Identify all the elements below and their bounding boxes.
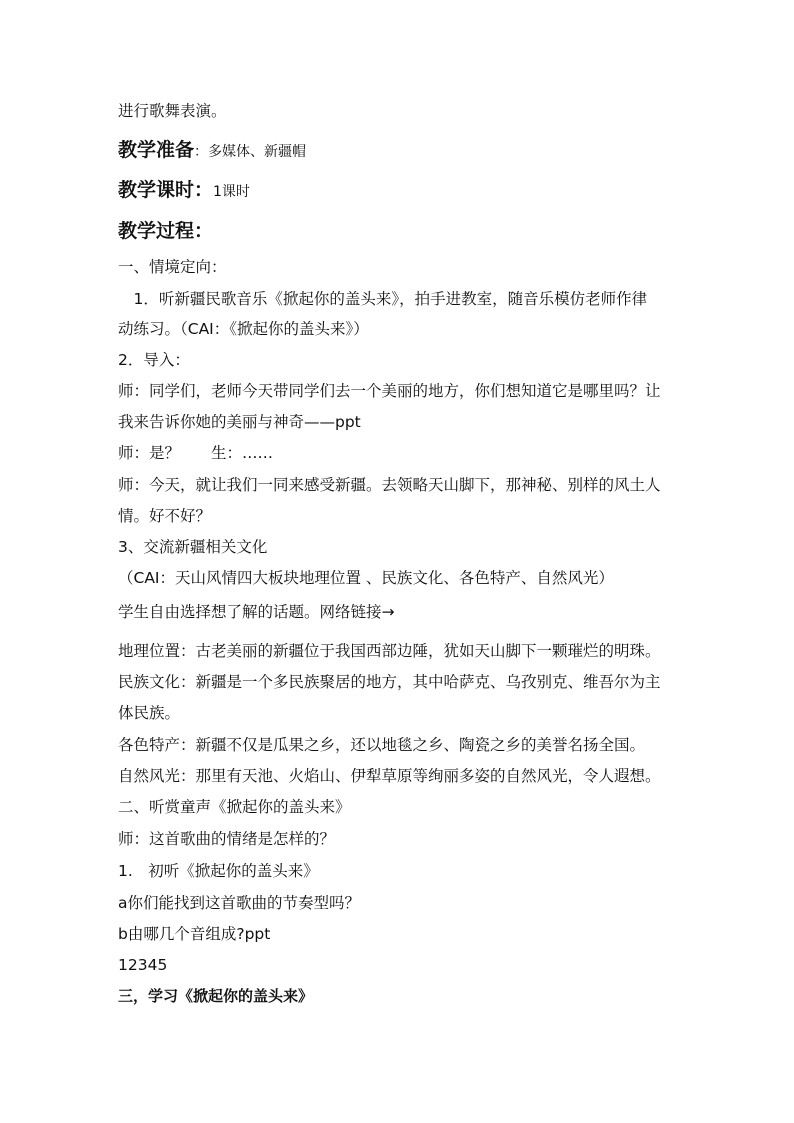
- ethnic-text-b: 体民族。: [118, 704, 181, 722]
- s1-paragraph-1b: 动练习。（CAI：《掀起你的盖头来》）: [118, 320, 369, 338]
- section-3-title: 三，学习《掀起你的盖头来》: [118, 987, 314, 1005]
- hours-line: [118, 181, 250, 200]
- hours-heading: 教学课时：: [118, 179, 214, 201]
- teacher-question: 师：这首歌曲的情绪是怎样的？: [118, 830, 336, 848]
- teacher-line-1b: 我来告诉你她的美丽与神奇——ppt: [118, 413, 361, 431]
- listen-item-a: a你们能找到这首歌曲的节奏型吗？: [118, 894, 360, 912]
- process-heading: 教学过程：: [118, 220, 214, 242]
- geography-text: 地理位置：古老美丽的新疆位于我国西部边陲，犹如天山脚下一颗璀烂的明珠。: [118, 642, 661, 660]
- cai-topics: （CAI：天山风情四大板块地理位置 、民族文化、各色特产、自然风光）: [118, 569, 614, 587]
- teacher-line-1a: 师：同学们，老师今天带同学们去一个美丽的地方，你们想知道它是哪里吗？让: [118, 382, 661, 400]
- s1-paragraph-1a: 1．听新疆民歌音乐《掀起你的盖头来》，拍手进教室，随音乐模仿老师作律: [118, 290, 648, 308]
- intro-tail-text: 进行歌舞表演。: [118, 102, 227, 120]
- listen-item-1: 1. 初听《掀起你的盖头来》: [118, 862, 319, 880]
- teacher-line-2: 师：是？ 生：……: [118, 444, 274, 462]
- free-choice-text: 学生自由选择想了解的话题。网络链接→: [118, 603, 395, 621]
- section-2-title: 二、听赏童声《掀起你的盖头来》: [118, 798, 351, 816]
- s1-paragraph-3: 3、交流新疆相关文化: [118, 538, 268, 556]
- s1-paragraph-2: 2．导入：: [118, 351, 190, 369]
- ethnic-text-a: 民族文化：新疆是一个多民族聚居的地方，其中哈萨克、乌孜别克、维吾尔为主: [118, 673, 661, 691]
- prep-heading: 教学准备: [118, 139, 195, 161]
- teacher-line-3a: 师：今天，就让我们一同来感受新疆。去领略天山脚下，那神秘、别样的风土人: [118, 476, 661, 494]
- teacher-line-3b: 情。好不好？: [118, 507, 212, 525]
- prep-line: [118, 141, 306, 160]
- hours-text: 1课时: [213, 184, 250, 200]
- prep-text: ：多媒体、新疆帽: [194, 144, 307, 160]
- notes-numbers: 12345: [118, 956, 168, 974]
- nature-text: 自然风光：那里有天池、火焰山、伊犁草原等绚丽多姿的自然风光，令人遐想。: [118, 767, 661, 785]
- section-1-title: 一、情境定向：: [118, 258, 227, 276]
- listen-item-b: b由哪几个音组成?ppt: [118, 925, 271, 943]
- specialty-text: 各色特产：新疆不仅是瓜果之乡，还以地毯之乡、陶瓷之乡的美誉名扬全国。: [118, 736, 646, 754]
